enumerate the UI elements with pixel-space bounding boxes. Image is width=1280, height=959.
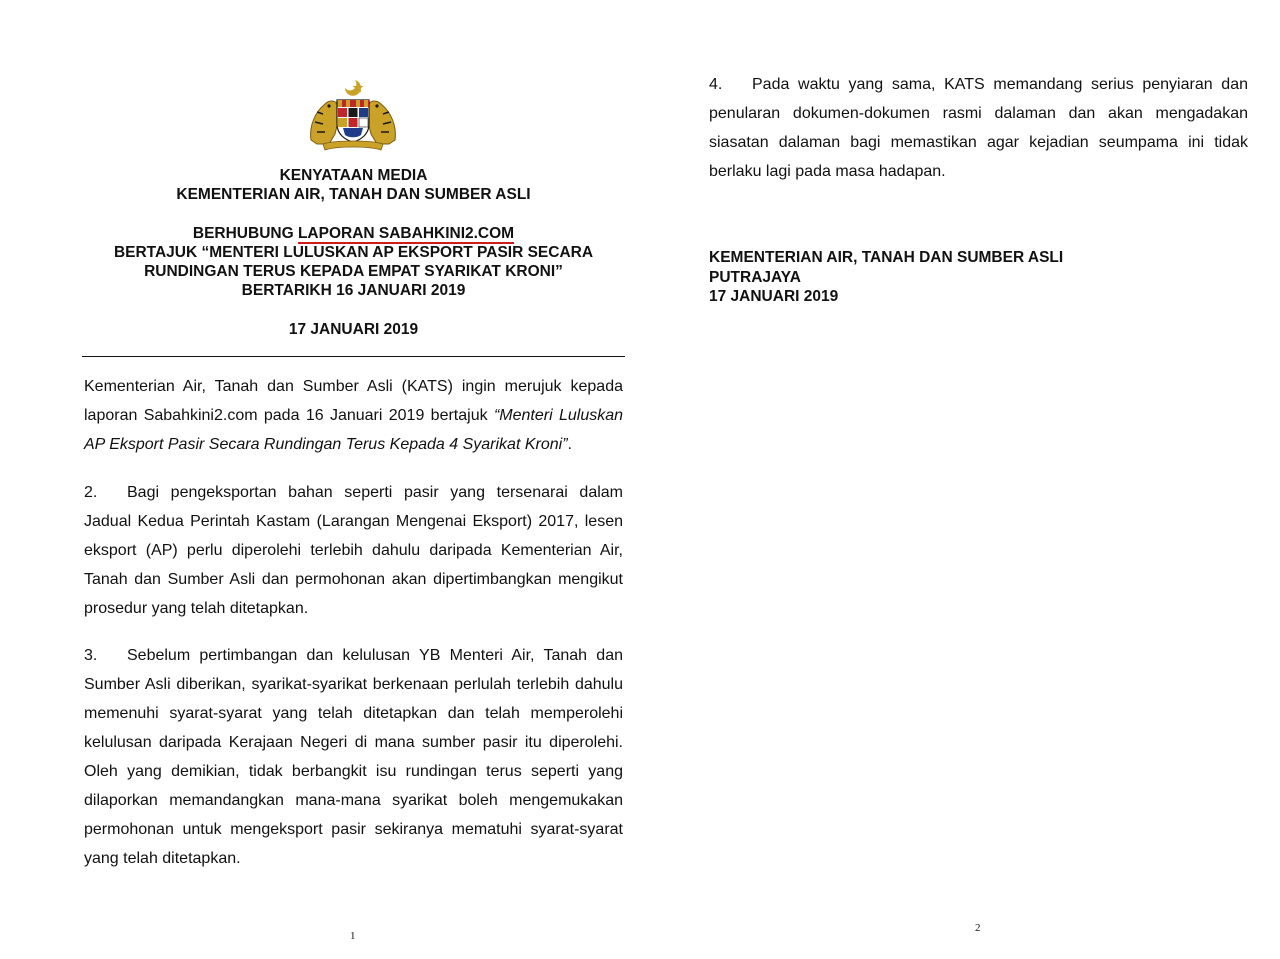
statement-title: KENYATAAN MEDIA bbox=[279, 167, 428, 184]
report-source-underlined: LAPORAN SABAHKINI2.COM bbox=[297, 225, 515, 242]
intro-quoted-title: “Menteri Luluskan AP Eksport Pasir Secara Rundingan Terus Kepada 4 Syarikat Kroni” bbox=[84, 407, 624, 453]
heading-divider bbox=[82, 356, 625, 357]
subject-line-1 bbox=[82, 224, 625, 243]
signoff-block bbox=[709, 248, 1063, 307]
intro-end: . bbox=[567, 436, 572, 453]
subject-line-3: RUNDINGAN TERUS KEPADA EMPAT SYARIKAT KRONI” bbox=[144, 263, 563, 280]
signoff-date: 17 JANUARI 2019 bbox=[709, 288, 839, 305]
paragraph-number: 3. bbox=[84, 647, 98, 664]
malaysia-coat-of-arms-icon bbox=[305, 78, 401, 152]
subject-line-4: BERTARIKH 16 JANUARI 2019 bbox=[241, 282, 466, 299]
subject-prefix: BERHUBUNG bbox=[192, 225, 298, 242]
paragraph-3 bbox=[84, 641, 623, 873]
paragraph-2 bbox=[84, 478, 623, 623]
paragraph-text: Bagi pengeksportan bahan seperti pasir yang tersenarai dalam Jadual Kedua Perintah Kastam (Larangan Mengenai Eksport) 2017, lesen eksport (AP) perlu diperolehi terlebih dahulu daripada Kementerian Air, Tanah dan Sumber Asli dan permohonan akan dipertimbangkan mengikut prosedur yang telah ditetapkan. bbox=[84, 484, 623, 617]
ministry-name: KEMENTERIAN AIR, TANAH DAN SUMBER ASLI bbox=[176, 186, 531, 203]
page-number: 1 bbox=[350, 930, 356, 942]
intro-paragraph bbox=[84, 372, 623, 459]
page-number: 2 bbox=[975, 922, 981, 934]
statement-date: 17 JANUARI 2019 bbox=[288, 321, 419, 338]
paragraph-4 bbox=[709, 70, 1248, 186]
paragraph-text: Sebelum pertimbangan dan kelulusan YB Menteri Air, Tanah dan Sumber Asli diberikan, syarikat-syarikat berkenaan perlulah terlebih dahulu memenuhi syarat-syarat yang telah ditetapkan dan telah memperolehi kelulusan daripada Kerajaan Negeri di mana sumber pasir itu diperolehi. Oleh yang demikian, tidak berbangkit isu rundingan terus seperti yang dilaporkan memandangkan mana-mana syarikat boleh mengemukakan permohonan untuk mengeksport pasir sekiranya mematuhi syarat-syarat yang telah ditetapkan. bbox=[84, 647, 623, 867]
intro-text: Kementerian Air, Tanah dan Sumber Asli (KATS) ingin merujuk kepada laporan Sabahkini2.com pada 16 Januari 2019 bertajuk bbox=[84, 378, 623, 424]
subject-line-2: BERTAJUK “MENTERI LULUSKAN AP EKSPORT PASIR SECARA bbox=[113, 244, 594, 261]
media-statement-heading bbox=[82, 166, 625, 204]
subject-heading bbox=[82, 224, 625, 300]
signoff-location: PUTRAJAYA bbox=[709, 268, 801, 286]
document-page-2 bbox=[640, 0, 1280, 959]
paragraph-text: Pada waktu yang sama, KATS memandang serius penyiaran dan penularan dokumen-dokumen rasmi dalaman dan akan mengadakan siasatan dalaman bagi memastikan agar kejadian seumpama ini tidak berlaku lagi pada masa hadapan. bbox=[709, 76, 1248, 180]
paragraph-number: 2. bbox=[84, 484, 98, 501]
paragraph-number: 4. bbox=[709, 76, 723, 93]
signoff-ministry: KEMENTERIAN AIR, TANAH DAN SUMBER ASLI bbox=[709, 249, 1064, 266]
